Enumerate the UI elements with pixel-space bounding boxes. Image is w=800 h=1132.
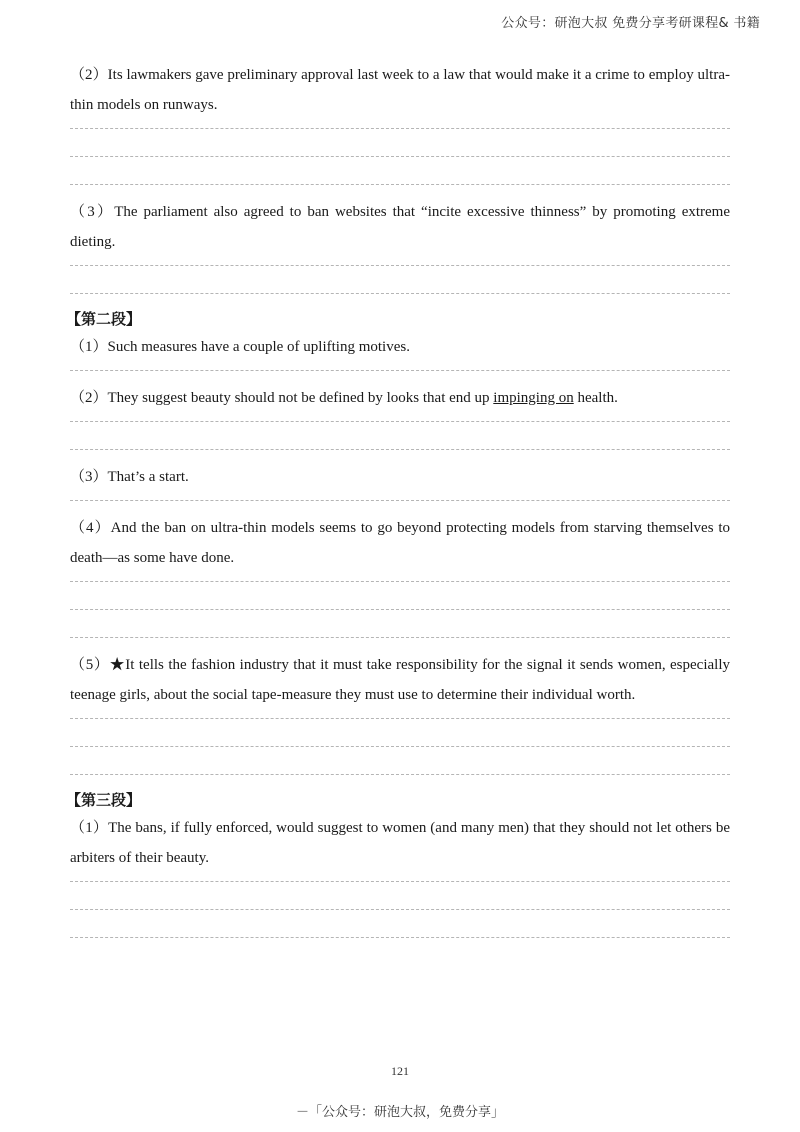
sentence-text: And the ban on ultra-thin models seems to go beyond protecting models from starving themselves to death—as some have done.	[70, 520, 730, 566]
answer-line	[70, 746, 730, 747]
answer-line	[70, 718, 730, 719]
answer-line	[70, 156, 730, 157]
sentence-number: （3）	[70, 204, 115, 220]
sentence-number: （5）	[70, 657, 110, 673]
page-number: 121	[391, 1064, 409, 1078]
answer-line	[70, 609, 730, 610]
sentence-2-3	[70, 462, 730, 492]
page-header: 公众号：研泡大叔 免费分享考研课程& 书籍	[501, 16, 760, 31]
sentence-2-1	[70, 332, 730, 362]
answer-lines	[70, 492, 730, 501]
star-icon: ★	[109, 657, 126, 673]
sentence-number: （3）	[70, 469, 108, 485]
sentence-1-3	[70, 197, 730, 257]
sentence-number: （2）	[70, 67, 108, 83]
answer-line	[70, 370, 730, 371]
sentence-2-2	[70, 383, 730, 413]
sentence-text: Such measures have a couple of uplifting motives.	[107, 339, 410, 355]
answer-line	[70, 581, 730, 582]
answer-line	[70, 128, 730, 129]
answer-line	[70, 937, 730, 938]
sentence-text: The bans, if fully enforced, would suggest to women (and many men) that they should not let others be arbiters of their beauty.	[70, 820, 730, 866]
answer-line	[70, 265, 730, 266]
sentence-2-5	[70, 650, 730, 710]
sentence-text: They suggest beauty should not be defined by looks that end up	[107, 390, 494, 406]
sentence-number: （1）	[70, 339, 108, 355]
answer-line	[70, 500, 730, 501]
page-footer: －「公众号：研泡大叔，免费分享」	[295, 1105, 504, 1120]
sentence-3-1	[70, 813, 730, 873]
answer-line	[70, 774, 730, 775]
answer-line	[70, 881, 730, 882]
section-heading-2: 【第二段】	[66, 310, 142, 328]
sentence-1-2	[70, 60, 730, 120]
sentence-text: health.	[573, 390, 618, 406]
answer-lines	[70, 873, 730, 938]
section-heading-3: 【第三段】	[66, 791, 142, 809]
sentence-2-4	[70, 513, 730, 573]
sentence-number: （1）	[70, 820, 109, 836]
answer-lines	[70, 573, 730, 638]
answer-line	[70, 449, 730, 450]
answer-line	[70, 293, 730, 294]
answer-line	[70, 184, 730, 185]
sentence-number: （2）	[70, 390, 108, 406]
underlined-phrase: impinging on	[493, 390, 574, 406]
answer-line	[70, 421, 730, 422]
answer-lines	[70, 710, 730, 775]
answer-line	[70, 637, 730, 638]
answer-lines	[70, 413, 730, 450]
answer-lines	[70, 120, 730, 185]
answer-lines	[70, 257, 730, 294]
sentence-text: The parliament also agreed to ban websites that “incite excessive thinness” by promoting extreme dieting.	[70, 204, 730, 250]
answer-line	[70, 909, 730, 910]
sentence-text: It tells the fashion industry that it must take responsibility for the signal it sends women, especially teenage girls, about the social tape-measure they must use to determine their individual worth.	[70, 657, 730, 703]
answer-lines	[70, 362, 730, 371]
sentence-text: Its lawmakers gave preliminary approval last week to a law that would make it a crime to employ ultra-thin models on runways.	[70, 67, 730, 113]
document-body	[66, 60, 730, 950]
sentence-number: （4）	[70, 520, 111, 536]
sentence-text: That’s a start.	[107, 469, 189, 485]
